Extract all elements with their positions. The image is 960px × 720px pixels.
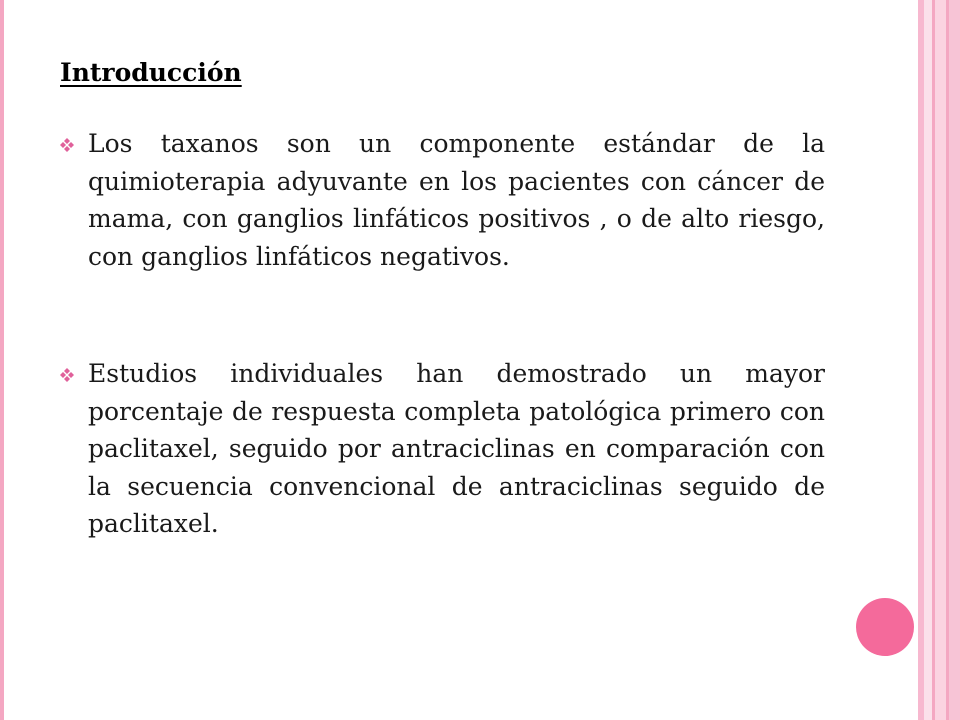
slide-title: Introducción <box>60 58 242 87</box>
diamond-bullet-icon <box>60 138 74 152</box>
bullet-item <box>60 355 825 543</box>
bullet-text: Los taxanos son un componente estándar de la quimioterapia adyuvante en los pacientes con cáncer de mama, con ganglios linfáticos positivos , o de alto riesgo, con ganglios linfáticos negativos. <box>88 129 825 271</box>
diamond-bullet-icon <box>60 368 74 382</box>
left-border-decoration <box>0 0 4 720</box>
right-stripe-decoration <box>935 0 946 720</box>
right-stripe-decoration <box>924 0 932 720</box>
right-stripe-decoration <box>949 0 960 720</box>
bullet-text: Estudios individuales han demostrado un mayor porcentaje de respuesta completa patológica primero con paclitaxel, seguido por antraciclinas en comparación con la secuencia convencional de antraciclinas seguido de paclitaxel. <box>88 359 825 538</box>
bullet-list <box>60 125 825 543</box>
bullet-item <box>60 125 825 275</box>
pink-circle-decoration <box>856 598 914 656</box>
